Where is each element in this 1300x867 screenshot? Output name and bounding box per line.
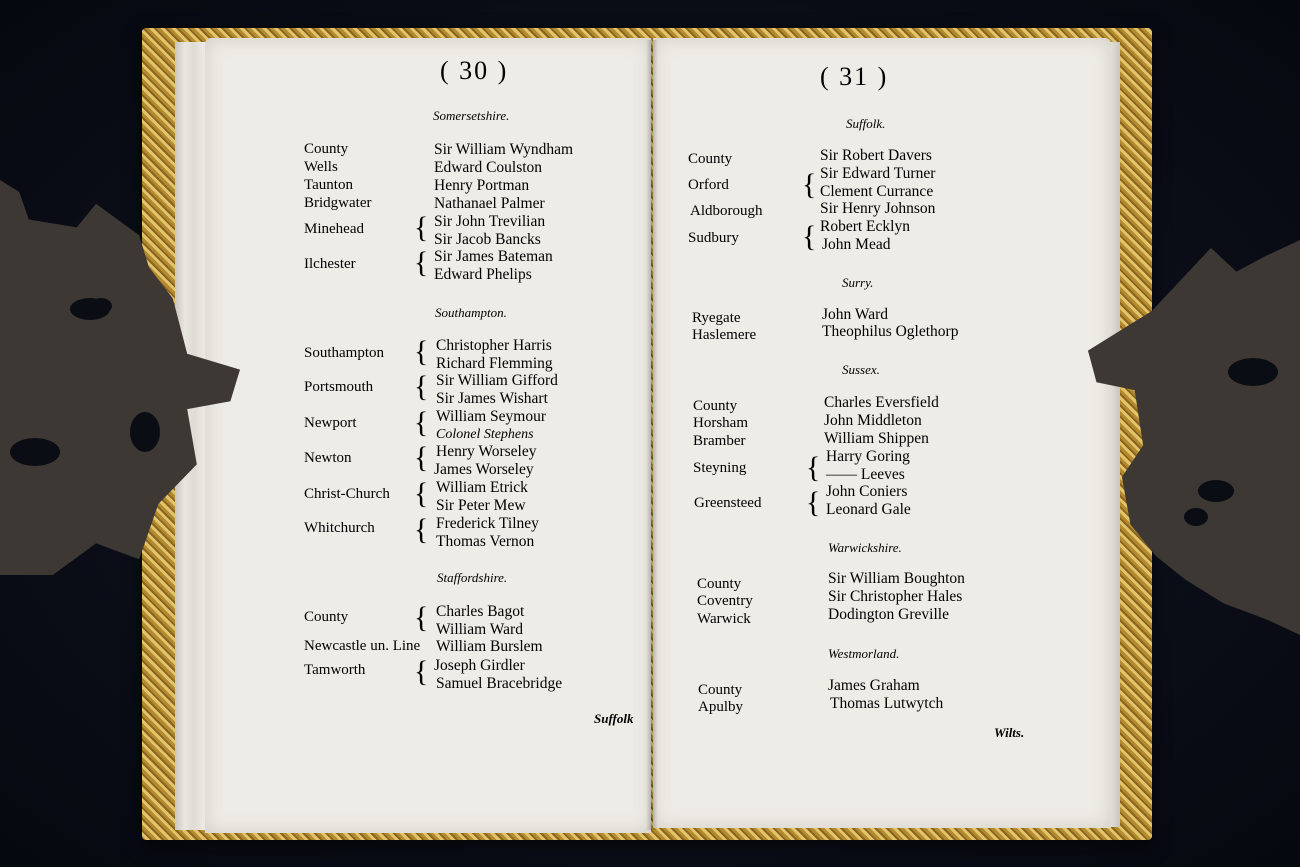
member-name: Sir John Trevilian: [434, 213, 546, 230]
section-heading: Somersetshire.: [433, 108, 510, 123]
constituency: Steyning: [693, 460, 747, 476]
constituency: County: [698, 682, 743, 698]
constituency: Greensteed: [694, 495, 762, 511]
brace-icon: {: [414, 655, 429, 688]
brace-icon: {: [802, 220, 817, 253]
constituency: Horsham: [693, 415, 748, 431]
member-name: Sir William Boughton: [828, 570, 965, 587]
book-spine-gutter: [646, 40, 658, 830]
constituency: County: [304, 609, 349, 625]
constituency: Christ-Church: [304, 486, 390, 502]
member-name: Sir Christopher Hales: [828, 588, 963, 605]
member-name: James Worseley: [434, 461, 534, 478]
member-name: William Shippen: [824, 430, 929, 447]
member-name: John Coniers: [826, 483, 908, 500]
member-name: James Graham: [828, 677, 920, 694]
constituency: County: [304, 141, 349, 157]
constituency: Ryegate: [692, 310, 741, 326]
constituency: Taunton: [304, 177, 353, 193]
constituency: County: [693, 398, 738, 414]
member-name: William Seymour: [436, 408, 547, 425]
brace-icon: {: [414, 335, 429, 368]
catchword: Wilts.: [994, 725, 1025, 740]
constituency: County: [688, 151, 733, 167]
member-name: Sir William Wyndham: [434, 141, 574, 158]
constituency: Warwick: [697, 611, 751, 627]
constituency: Southampton: [304, 345, 385, 361]
brace-icon: {: [414, 370, 429, 403]
page-number-left: ( 30 ): [440, 56, 509, 85]
constituency: Apulby: [698, 699, 743, 715]
member-name: Richard Flemming: [436, 355, 553, 372]
member-name: Christopher Harris: [436, 337, 552, 354]
member-name: Charles Eversfield: [824, 394, 939, 411]
member-name: Sir Henry Johnson: [820, 200, 936, 217]
member-name: Sir Robert Davers: [820, 147, 932, 164]
section-heading: Sussex.: [842, 362, 880, 377]
member-name: Thomas Lutwytch: [830, 695, 944, 712]
member-name: Charles Bagot: [436, 603, 525, 620]
constituency: Newton: [304, 450, 352, 466]
member-name: Samuel Bracebridge: [436, 675, 563, 692]
member-name: Nathanael Palmer: [434, 195, 545, 212]
constituency: Tamworth: [304, 662, 366, 678]
member-name: Harry Goring: [826, 448, 910, 465]
section-heading: Westmorland.: [828, 646, 900, 661]
member-name: Theophilus Oglethorp: [822, 323, 959, 340]
section-heading: Warwickshire.: [828, 540, 902, 555]
member-name: Sir Edward Turner: [820, 165, 936, 182]
member-name: John Middleton: [824, 412, 922, 429]
member-name: Joseph Girdler: [434, 657, 525, 674]
member-name: Clement Currance: [820, 183, 934, 200]
constituency: Haslemere: [692, 327, 757, 343]
page-number-right: ( 31 ): [820, 62, 889, 91]
member-name: —— Leeves: [826, 466, 905, 483]
brace-icon: {: [414, 211, 429, 244]
section-heading: Southampton.: [435, 305, 507, 320]
constituency: Portsmouth: [304, 379, 374, 395]
member-name: Colonel Stephens: [436, 427, 534, 442]
brace-icon: {: [414, 246, 429, 279]
member-name: Sir James Wishart: [436, 390, 548, 407]
brace-icon: {: [414, 513, 429, 546]
constituency: Ilchester: [304, 256, 356, 272]
member-name: Dodington Greville: [828, 606, 949, 623]
section-heading: Staffordshire.: [437, 570, 508, 585]
member-name: Edward Coulston: [434, 159, 543, 176]
brace-icon: {: [806, 486, 821, 519]
member-name: Edward Phelips: [434, 266, 532, 283]
brace-icon: {: [414, 477, 429, 510]
section-heading: Surry.: [842, 275, 874, 290]
member-name: William Burslem: [436, 638, 543, 655]
section-heading: Suffolk.: [846, 116, 886, 131]
member-name: Sir Jacob Bancks: [434, 231, 541, 248]
catchword: Suffolk: [594, 711, 634, 726]
member-name: Henry Portman: [434, 177, 530, 194]
member-name: Sir James Bateman: [434, 248, 553, 265]
member-name: Henry Worseley: [436, 443, 537, 460]
brace-icon: {: [414, 406, 429, 439]
constituency: Sudbury: [688, 230, 739, 246]
brace-icon: {: [414, 601, 429, 634]
constituency: Orford: [688, 177, 729, 193]
member-name: Frederick Tilney: [436, 515, 539, 532]
constituency: County: [697, 576, 742, 592]
brace-icon: {: [806, 451, 821, 484]
brace-icon: {: [414, 441, 429, 474]
member-name: Leonard Gale: [826, 501, 911, 518]
member-name: William Ward: [436, 621, 523, 638]
constituency: Minehead: [304, 221, 364, 237]
constituency: Coventry: [697, 593, 753, 609]
member-name: William Etrick: [436, 479, 528, 496]
member-name: John Ward: [822, 306, 889, 323]
member-name: John Mead: [822, 236, 891, 253]
member-name: Thomas Vernon: [436, 533, 535, 550]
constituency: Aldborough: [690, 203, 763, 219]
member-name: Sir William Gifford: [436, 372, 558, 389]
constituency: Newcastle un. Line: [304, 638, 421, 654]
constituency: Wells: [304, 159, 338, 175]
constituency: Whitchurch: [304, 520, 375, 536]
member-name: Sir Peter Mew: [436, 497, 526, 514]
brace-icon: {: [802, 168, 817, 201]
constituency: Bridgwater: [304, 195, 372, 211]
constituency: Newport: [304, 415, 357, 431]
member-name: Robert Ecklyn: [820, 218, 910, 235]
constituency: Bramber: [693, 433, 746, 449]
